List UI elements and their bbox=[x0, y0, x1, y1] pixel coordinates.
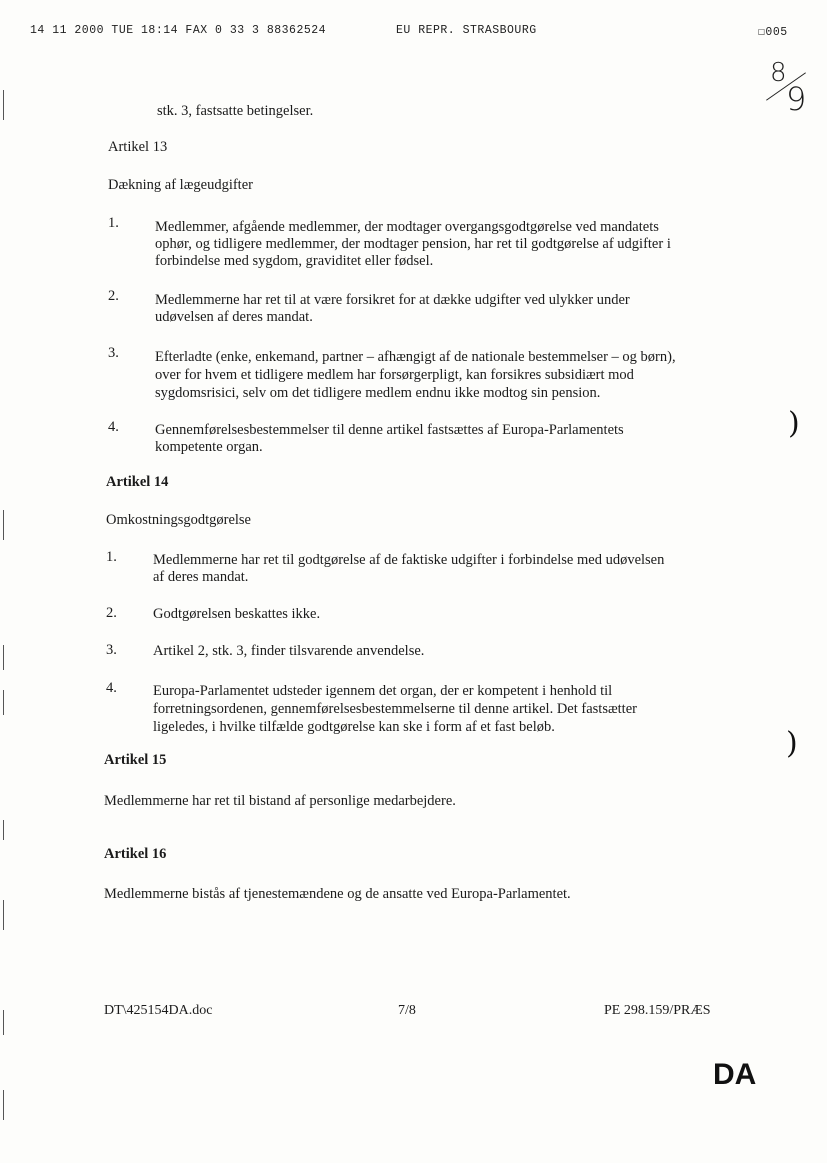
list-item-number: 3. bbox=[108, 345, 119, 361]
list-item-number: 3. bbox=[106, 642, 117, 658]
article-15-text: Medlemmerne har ret til bistand af personlige medarbejdere. bbox=[104, 793, 456, 809]
intro-line: stk. 3, fastsatte betingelser. bbox=[157, 103, 314, 119]
scan-edge-mark bbox=[3, 900, 4, 930]
article-14-subtitle: Omkostningsgodtgørelse bbox=[106, 512, 251, 528]
list-item-number: 1. bbox=[106, 549, 117, 565]
scan-edge-mark bbox=[3, 510, 4, 540]
scan-edge-mark bbox=[3, 90, 4, 120]
list-item-line: ligeledes, i hvilke tilfælde godtgørelse kan ske i form af et fast beløb. bbox=[153, 719, 555, 735]
list-item-line: kompetente organ. bbox=[155, 439, 263, 455]
scan-edge-mark bbox=[3, 1090, 4, 1120]
fax-header-right: ☐005 bbox=[758, 26, 788, 39]
language-tag: DA bbox=[713, 1058, 757, 1091]
list-item-line: forbindelse med sygdom, graviditet eller fødsel. bbox=[155, 253, 434, 269]
list-item-line: ophør, og tidligere medlemmer, der modtager pension, har ret til godtgørelse af udgifter i bbox=[155, 236, 671, 252]
list-item-line: udøvelsen af deres mandat. bbox=[155, 309, 313, 325]
list-item-line: Medlemmerne har ret til at være forsikret for at dække udgifter ved ulykker under bbox=[155, 292, 630, 308]
list-item-line: af deres mandat. bbox=[153, 569, 249, 585]
scan-edge-mark bbox=[3, 1010, 4, 1035]
list-item-line: over for hvem et tidligere medlem har forsørgerpligt, kan forsikres subsidiært mod bbox=[155, 367, 634, 383]
scan-edge-mark bbox=[3, 645, 4, 670]
list-item-line: Efterladte (enke, enkemand, partner – afhængigt af de nationale bestemmelser – og børn), bbox=[155, 349, 676, 365]
footer-reference: PE 298.159/PRÆS bbox=[604, 1003, 711, 1018]
handwritten-number-bottom: 9 bbox=[786, 80, 807, 118]
list-item-number: 2. bbox=[106, 605, 117, 621]
article-15-heading: Artikel 15 bbox=[104, 752, 167, 768]
fax-header-left: 14 11 2000 TUE 18:14 FAX 0 33 3 88362524 bbox=[30, 24, 327, 37]
list-item-line: Artikel 2, stk. 3, finder tilsvarende anvendelse. bbox=[153, 643, 425, 659]
list-item-number: 2. bbox=[108, 288, 119, 304]
list-item-line: Gennemførelsesbestemmelser til denne artikel fastsættes af Europa-Parlamentets bbox=[155, 422, 624, 438]
footer-page-number: 7/8 bbox=[398, 1003, 416, 1018]
list-item-line: Medlemmerne har ret til godtgørelse af de faktiske udgifter i forbindelse med udøvelsen bbox=[153, 552, 665, 568]
punch-hole-mark: ) bbox=[788, 406, 800, 441]
list-item-line: forretningsordenen, gennemførelsesbestemmelserne til denne artikel. Det fastsætter bbox=[153, 701, 637, 717]
scan-edge-mark bbox=[3, 820, 4, 840]
punch-hole-mark: ) bbox=[786, 726, 798, 761]
fax-header-center: EU REPR. STRASBOURG bbox=[396, 24, 537, 37]
list-item-number: 1. bbox=[108, 215, 119, 231]
footer-doc-name: DT\425154DA.doc bbox=[104, 1003, 213, 1018]
list-item-line: Europa-Parlamentet udsteder igennem det organ, der er kompetent i henhold til bbox=[153, 683, 613, 699]
article-16-heading: Artikel 16 bbox=[104, 846, 167, 862]
article-13-heading: Artikel 13 bbox=[108, 139, 168, 155]
article-13-subtitle: Dækning af lægeudgifter bbox=[108, 177, 253, 193]
scan-edge-mark bbox=[3, 690, 4, 715]
list-item-line: Godtgørelsen beskattes ikke. bbox=[153, 606, 321, 622]
list-item-number: 4. bbox=[108, 419, 119, 435]
article-14-heading: Artikel 14 bbox=[106, 474, 169, 490]
handwritten-number-top: 8 bbox=[770, 58, 787, 88]
list-item-line: Medlemmer, afgående medlemmer, der modtager overgangsgodtgørelse ved mandatets bbox=[155, 219, 659, 235]
list-item-line: sygdomsrisici, selv om det tidligere medlem endnu ikke modtog sin pension. bbox=[155, 385, 601, 401]
article-16-text: Medlemmerne bistås af tjenestemændene og de ansatte ved Europa-Parlamentet. bbox=[104, 886, 571, 902]
list-item-number: 4. bbox=[106, 680, 117, 696]
